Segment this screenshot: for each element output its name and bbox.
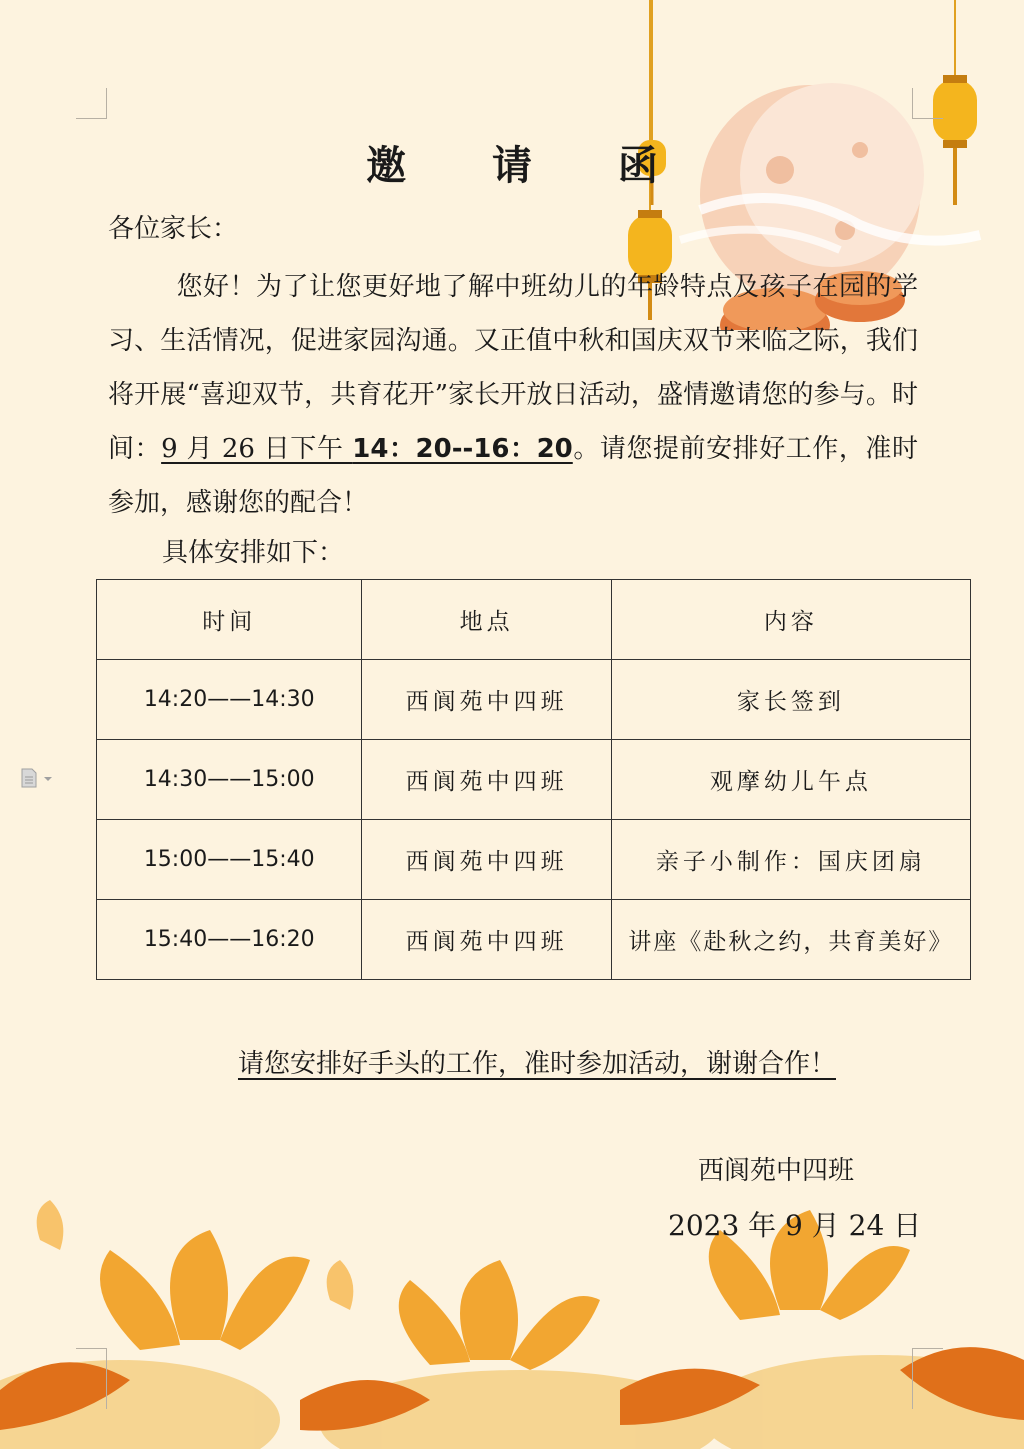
signature: 西阆苑中四班: [698, 1156, 855, 1186]
row-place: 西阆苑中四班: [362, 820, 611, 900]
row-content[interactable]: 观摩幼儿午点: [611, 740, 970, 820]
arrangement-label: 具体安排如下：: [162, 538, 345, 568]
document-icon[interactable]: [20, 768, 56, 788]
closing-note: 请您安排好手头的工作，准时参加活动，谢谢合作！: [237, 1049, 836, 1079]
row-content: 讲座《赴秋之约，共育美好》: [611, 900, 970, 980]
row-time: 15:40——16:20: [97, 900, 362, 980]
row-time: 14:30——15:00: [97, 740, 362, 820]
invitation-body: [108, 260, 918, 530]
event-time: 14：20--16：20: [352, 434, 573, 464]
row-content: 亲子小制作：国庆团扇: [611, 820, 970, 900]
row-content: 家长签到: [611, 660, 970, 740]
row-time: 15:00——15:40: [97, 820, 362, 900]
row-place: 西阆苑中四班: [362, 900, 611, 980]
header-place: 地点: [362, 580, 611, 660]
table-row: [97, 900, 971, 980]
page-title: 邀 请 函: [366, 142, 694, 189]
salutation: 各位家长：: [108, 214, 239, 244]
crop-mark-top-right: [912, 88, 943, 119]
crop-mark-bottom-left: [76, 1348, 107, 1409]
event-date: 9 月 26 日下午 14：20--16：20: [161, 434, 573, 464]
table-header-row: [97, 580, 971, 660]
body-part2: 。请您提前安排好工作，准时参加，感谢您的配合！: [108, 434, 918, 518]
letter-date: 2023 年 9 月 24 日: [668, 1209, 922, 1242]
header-content: 内容: [611, 580, 970, 660]
row-time: 14:20——14:30: [97, 660, 362, 740]
row-place: 西阆苑中四班: [362, 660, 611, 740]
header-time: 时间: [97, 580, 362, 660]
table-row: [97, 740, 971, 820]
schedule-table: [96, 579, 971, 980]
crop-mark-top-left: [76, 88, 107, 119]
row-place: 西阆苑中四班: [362, 740, 611, 820]
body-part1: 您好！为了让您更好地了解中班幼儿的年龄特点及孩子在园的学习、生活情况，促进家园沟通。又正值中秋和国庆双节来临之际，我们将开展“喜迎双节，共育花开”家长开放日活动，盛情邀请您的参与。时间：: [108, 272, 918, 464]
table-row: [97, 820, 971, 900]
table-row: [97, 660, 971, 740]
crop-mark-bottom-right: [912, 1348, 943, 1409]
